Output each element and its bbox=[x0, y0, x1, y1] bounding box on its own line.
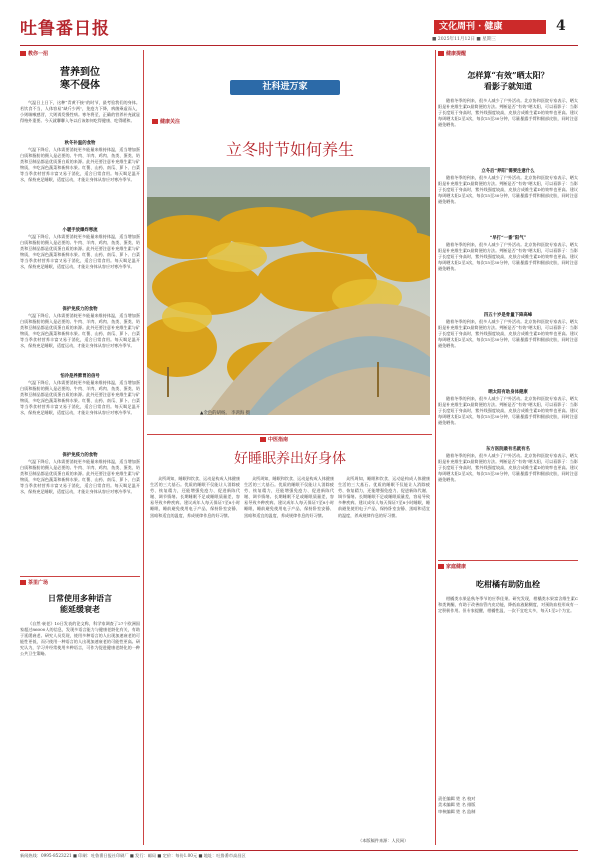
article-body: 随着冬季的到来，很多人减少了户外活动。北京协和医院专家表示，晒太阳是补充维生素D最简便的方法。判断是否“有效”晒太阳，可以看影子：当影子长度短于身高时，紫外线强度较高，皮肤合成维生素D的效率也更高。建议每周晒太阳2至3次，每次15至30分钟，尽量暴露手臂和腿部皮肤，同时注意避免晒伤。 bbox=[438, 396, 578, 426]
source-note: （本版稿件来源：人民网） bbox=[358, 838, 409, 843]
banner: 社科进万家 bbox=[230, 80, 340, 95]
bookmark-icon bbox=[20, 580, 26, 585]
bookmark-icon bbox=[152, 119, 158, 124]
article-body: 随着冬季的到来，很多人减少了户外活动。北京协和医院专家表示，晒太阳是补充维生素D最简便的方法。判断是否“有效”晒太阳，可以看影子：当影子长度短于身高时，紫外线强度较高，皮肤合成维生素D的效率也更高。建议每周晒太阳2至3次，每次15至30分钟，尽量暴露手臂和腿部皮肤，同时注意避免晒伤。 bbox=[438, 175, 578, 205]
masthead bbox=[20, 14, 578, 44]
article-body: 随着冬季的到来，很多人减少了户外活动。北京协和医院专家表示，晒太阳是补充维生素D最简便的方法。判断是否“有效”晒太阳，可以看影子：当影子长度短于身高时，紫外线强度较高，皮肤合成维生素D的效率也更高。建议每周晒太阳2至3次，每次15至30分钟，尽量暴露手臂和腿部皮肤，同时注意避免晒伤。 bbox=[438, 319, 578, 349]
section-name: 文化周刊 · 健康 bbox=[434, 20, 546, 34]
subhead: 小暖手放爆炸寒流 bbox=[62, 228, 98, 233]
article-body: 气温下降后，人体需要消耗更多能量来维持体温，适当增加蛋白质和脂肪的摄入是必要的。牛肉、羊肉、鸡肉、鱼类、蛋类、奶类和豆制品都是优质蛋白质的来源。此外还要注意补充维生素与矿物质，多吃深色蔬菜和新鲜水果。红薯、山药、南瓜、萝卜、白菜等当季食材营养丰富又易于消化，适合日常食用。每天喝足温开水，保持充足睡眠，适度运动，才能让身体从容应对寒冷季节。 bbox=[20, 234, 140, 270]
dateline: ■ 2025年11月12日 ■ 星期三 bbox=[432, 37, 497, 42]
subhead: “早打“一番”阳气” bbox=[489, 236, 527, 241]
page-number: 4 bbox=[556, 18, 566, 34]
right-column bbox=[438, 50, 578, 555]
left-column-lower bbox=[20, 576, 140, 846]
photo-caption: ▲金色的胡杨。 李鸿海 摄 bbox=[200, 411, 251, 416]
article-body: 《自然·衰老》10日发表的论文称，科学家调查了27个欧洲国家超过86000人的信息，发现多语言能力与健康老龄化有关，有助于延缓衰老。研究人员发现，使用多种语言的人出现加速衰老的可能性更低，而只使用一种语言的人出现加速衰老的可能性更高。研究认为，学习并经常使用多种语言，可作为促进健康老龄化的一种公共卫生策略。 bbox=[20, 621, 140, 657]
section-header: 中医指南 bbox=[260, 436, 340, 444]
editor-line: 审核编辑 姓 名 监制 bbox=[438, 808, 476, 814]
subhead: 保护免疫力的食物 bbox=[62, 453, 98, 458]
editor-credits bbox=[438, 796, 578, 815]
headline: 立冬时节如何养生 bbox=[225, 140, 354, 159]
article-body: 气温下降后，人体需要消耗更多能量来维持体温，适当增加蛋白质和脂肪的摄入是必要的。牛肉、羊肉、鸡肉、鱼类、蛋类、奶类和豆制品都是优质蛋白质的来源。此外还要注意补充维生素与矿物质，多吃深色蔬菜和新鲜水果。红薯、山药、南瓜、萝卜、白菜等当季食材营养丰富又易于消化，适合日常食用。每天喝足温开水，保持充足睡眠，适度运动，才能让身体从容应对寒冷季节。 bbox=[20, 459, 140, 495]
section-header: 教你一招 bbox=[20, 50, 140, 58]
article-body: 气温下降后，人体需要消耗更多能量来维持体温，适当增加蛋白质和脂肪的摄入是必要的。牛肉、羊肉、鸡肉、鱼类、蛋类、奶类和豆制品都是优质蛋白质的来源。此外还要注意补充维生素与矿物质，多吃深色蔬菜和新鲜水果。红薯、山药、南瓜、萝卜、白菜等当季食材营养丰富又易于消化，适合日常食用。每天喝足温开水，保持充足睡眠，适度运动，才能让身体从容应对寒冷季节。 bbox=[20, 147, 140, 183]
bookmark-icon bbox=[438, 564, 444, 569]
bookmark-icon bbox=[20, 51, 26, 56]
subhead: 四五十岁是骨量下降高峰 bbox=[483, 313, 533, 318]
section-rule bbox=[147, 434, 432, 435]
article-body: 众所周知，睡眠和饮食、运动是构成人体健康生活的三大基石。优质的睡眠不仅能让人消除疲劳、恢复精力，还能增强免疫力、促进新陈代谢、调节情绪。长期睡眠不足或睡眠质量差，容易导致多种疾病。建议成年人每天保证7至8小时睡眠，睡前避免使用电子产品，保持卧室安静、黑暗和适宜的温度，养成规律作息的好习惯。 bbox=[150, 476, 240, 518]
right-column-lower bbox=[438, 560, 578, 847]
section-header: 健康关注 bbox=[152, 118, 252, 126]
photo-golden-poplars bbox=[147, 167, 430, 415]
subhead: 秋冬补温的食物 bbox=[64, 141, 96, 146]
bookmark-icon bbox=[260, 437, 266, 442]
article-body: 众所周知，睡眠和饮食、运动是构成人体健康生活的三大基石。优质的睡眠不仅能让人消除疲劳、恢复精力，还能增强免疫力、促进新陈代谢、调节情绪。长期睡眠不足或睡眠质量差，容易导致多种疾病。建议成年人每天保证7至8小时睡眠，睡前避免使用电子产品，保持卧室安静、黑暗和适宜的温度，养成规律作息的好习惯。 bbox=[244, 476, 334, 518]
headline: 怎样算“有效”晒太阳？ bbox=[467, 70, 549, 80]
editor-line: 美术编辑 姓 名 排版 bbox=[438, 802, 476, 808]
column-rule bbox=[143, 50, 144, 845]
headline: 吃柑橘有助防血栓 bbox=[476, 579, 540, 589]
article-body: 随着冬季的到来，很多人减少了户外活动。北京协和医院专家表示，晒太阳是补充维生素D最简便的方法。判断是否“有效”晒太阳，可以看影子：当影子长度短于身高时，紫外线强度较高，皮肤合成维生素D的效率也更高。建议每周晒太阳2至3次，每次15至30分钟，尽量暴露手臂和腿部皮肤，同时注意避免晒伤。 bbox=[438, 98, 578, 128]
subhead: 立冬后“养阳”需要注意什么 bbox=[481, 169, 535, 174]
section-header: 茶里广场 bbox=[20, 579, 140, 587]
article-body: 众所周知，睡眠和饮食、运动是构成人体健康生活的三大基石。优质的睡眠不仅能让人消除疲劳、恢复精力，还能增强免疫力、促进新陈代谢、调节情绪。长期睡眠不足或睡眠质量差，容易导致多种疾病。建议成年人每天保证7至8小时睡眠，睡前避免使用电子产品，保持卧室安静、黑暗和适宜的温度，养成规律作息的好习惯。 bbox=[338, 476, 430, 518]
newspaper-logo: 吐鲁番日报 bbox=[20, 19, 110, 39]
masthead-rule bbox=[20, 45, 578, 46]
article-body: 气温下降后，人体需要消耗更多能量来维持体温，适当增加蛋白质和脂肪的摄入是必要的。牛肉、羊肉、鸡肉、鱼类、蛋类、奶类和豆制品都是优质蛋白质的来源。此外还要注意补充维生素与矿物质，多吃深色蔬菜和新鲜水果。红薯、山药、南瓜、萝卜、白菜等当季食材营养丰富又易于消化，适合日常食用。每天喝足温开水，保持充足睡眠，适度运动，才能让身体从容应对寒冷季节。 bbox=[20, 380, 140, 416]
subhead: 保护免疫力的食物 bbox=[62, 307, 98, 312]
subhead: 东方医院最有名就有名 bbox=[486, 447, 530, 452]
bookmark-icon bbox=[438, 51, 444, 56]
headline-line2: 寒不侵体 bbox=[60, 80, 100, 91]
headline: 好睡眠养出好身体 bbox=[234, 451, 346, 467]
left-column bbox=[20, 50, 140, 570]
section-header: 家庭健康 bbox=[438, 563, 578, 571]
footer: 新闻热线：0995-8523221 ■ 印刷：吐鲁番日报社印刷厂 ■ 发行：邮局 ■ 定价：每份1.00元 ■ 地址：吐鲁番市高昌区 bbox=[20, 850, 578, 860]
article-body: 随着冬季的到来，很多人减少了户外活动。北京协和医院专家表示，晒太阳是补充维生素D最简便的方法。判断是否“有效”晒太阳，可以看影子：当影子长度短于身高时，紫外线强度较高，皮肤合成维生素D的效率也更高。建议每周晒太阳2至3次，每次15至30分钟，尽量暴露手臂和腿部皮肤，同时注意避免晒伤。 bbox=[438, 242, 578, 272]
subhead: 晒太阳有助身体健康 bbox=[488, 390, 528, 395]
headline-line2: 看影子就知道 bbox=[484, 81, 532, 91]
headline-line2: 能延缓衰老 bbox=[60, 604, 100, 614]
editor-line: 责任编辑 姓 名 校对 bbox=[438, 796, 476, 801]
article-body: 气温下降后，人体需要消耗更多能量来维持体温，适当增加蛋白质和脂肪的摄入是必要的。牛肉、羊肉、鸡肉、鱼类、蛋类、奶类和豆制品都是优质蛋白质的来源。此外还要注意补充维生素与矿物质，多吃深色蔬菜和新鲜水果。红薯、山药、南瓜、萝卜、白菜等当季食材营养丰富又易于消化，适合日常食用。每天喝足温开水，保持充足睡眠，适度运动，才能让身体从容应对寒冷季节。 bbox=[20, 313, 140, 349]
column-rule bbox=[435, 50, 436, 845]
subhead: 怕冷是养脾胃的信号 bbox=[60, 374, 100, 379]
article-body: 柑橘类水果是秋冬季节的应季佳果。研究发现，柑橘类水果富含维生素C和类黄酮，有助于改善血管内皮功能，降低血液黏稠度，对预防血栓形成有一定积极作用。但专家提醒，柑橘性温，一次不宜吃太多，每天1至2个为宜。 bbox=[438, 596, 578, 614]
headline: 日常使用多种语言 bbox=[48, 593, 112, 603]
section-header: 健康提醒 bbox=[438, 50, 578, 58]
article-intro: 气温日上日下，这种“青黄不接”的时节，最考验我们的身体。若饮食不当，人体容易“缺斤少两”，免疫力下降，病菌乘虚而入，小则咳嗽感冒，大则诱发慢性病。寒冬将至，正确的营养补充就显得格外重要。今天就聊聊入冬以后该如何吃得健康、吃得暖和。 bbox=[20, 100, 140, 124]
headline: 营养到位 bbox=[60, 67, 100, 78]
article-body: 随着冬季的到来，很多人减少了户外活动。北京协和医院专家表示，晒太阳是补充维生素D最简便的方法。判断是否“有效”晒太阳，可以看影子：当影子长度短于身高时，紫外线强度较高，皮肤合成维生素D的效率也更高。建议每周晒太阳2至3次，每次15至30分钟，尽量暴露手臂和腿部皮肤，同时注意避免晒伤。 bbox=[438, 453, 578, 483]
